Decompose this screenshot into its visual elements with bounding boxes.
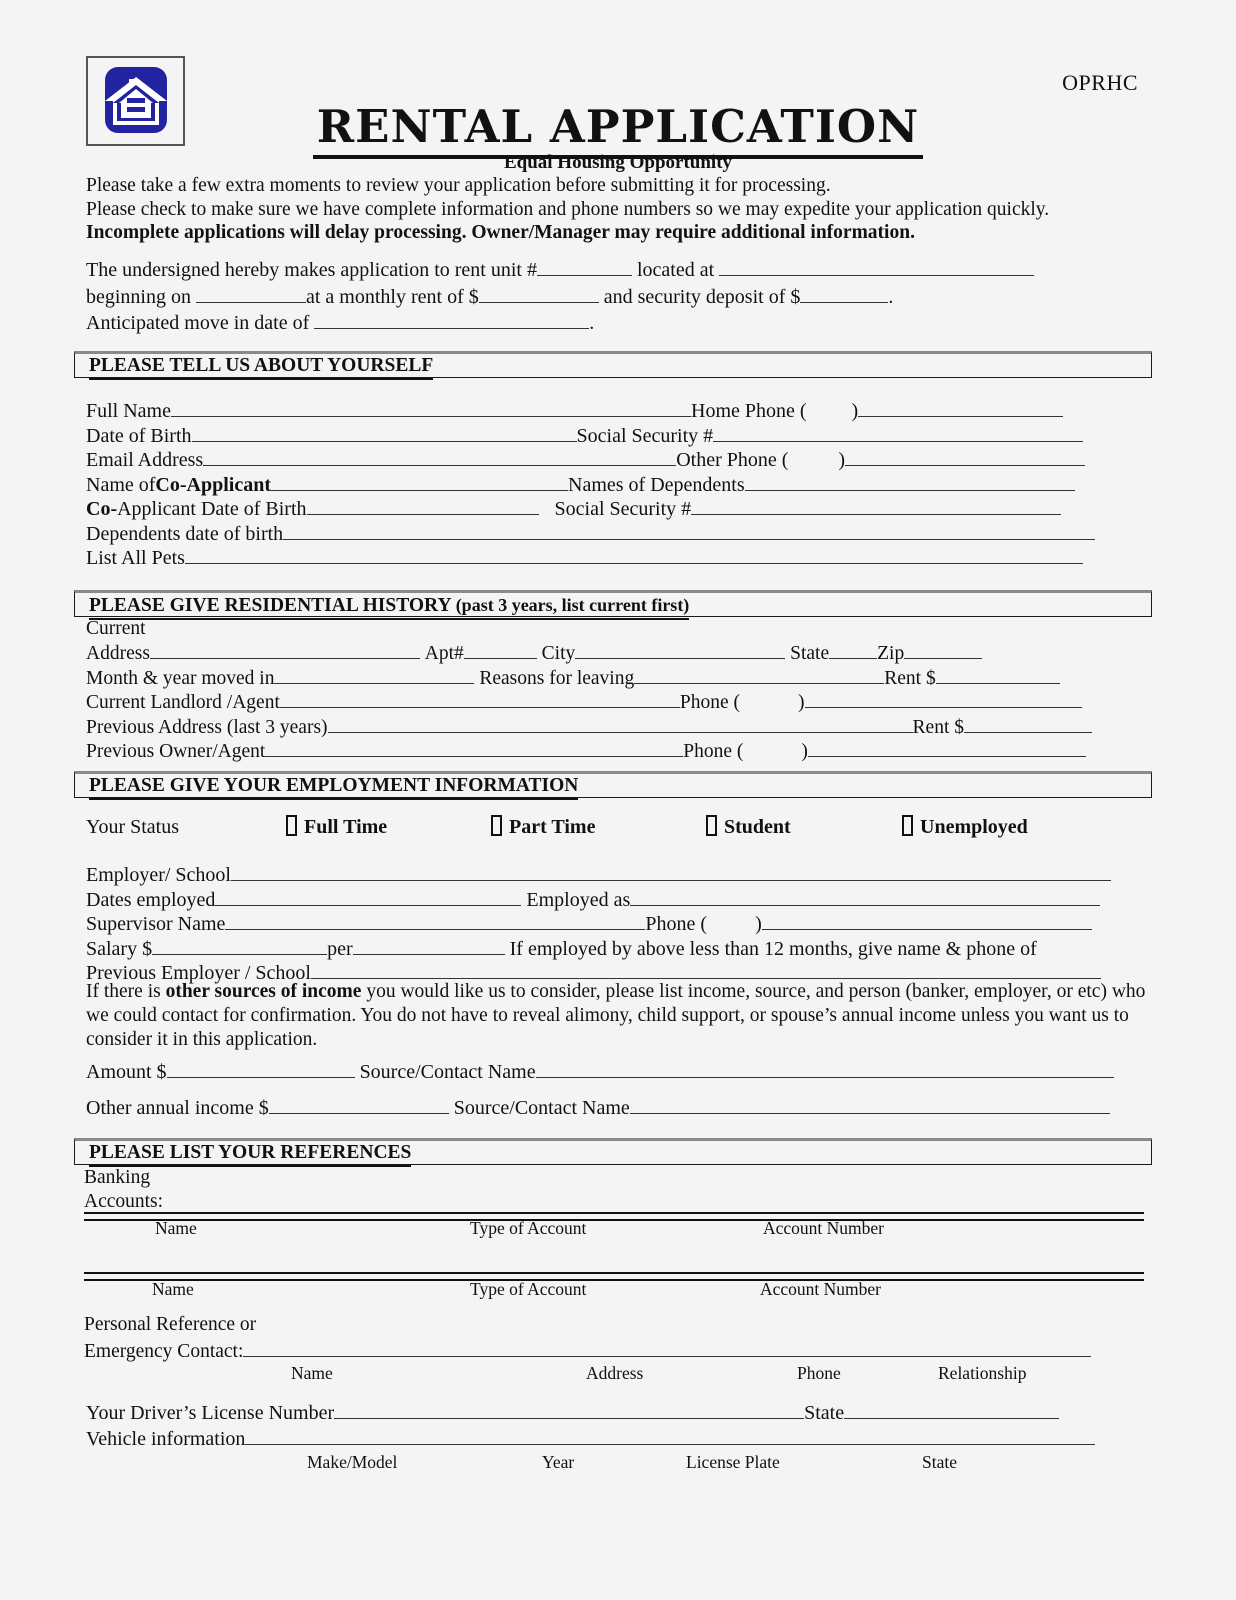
status-option-part-time-label: Part Time <box>509 816 596 838</box>
field-row-address <box>86 640 1092 665</box>
co-applicant-ssn-label: Social Security # <box>554 498 692 520</box>
co-applicant-name-input[interactable] <box>271 472 568 491</box>
per-label: per <box>327 937 353 960</box>
employment-status-row <box>86 815 1028 839</box>
source-contact-label: Source/Contact Name <box>359 1061 536 1083</box>
section-title-references: PLEASE LIST YOUR REFERENCES <box>89 1142 411 1167</box>
field-row-salary <box>86 936 1111 961</box>
ref-col-address: Address <box>586 1363 644 1383</box>
landlord-phone-area-input[interactable] <box>740 690 798 708</box>
field-row-full-name <box>86 398 1095 423</box>
move-in-date-label: Anticipated move in date of <box>86 312 310 334</box>
co-applicant-ssn-input[interactable] <box>691 496 1061 515</box>
co-applicant-dob-input[interactable] <box>307 496 539 515</box>
supervisor-phone-input[interactable] <box>762 911 1092 930</box>
bank-col-type-2: Type of Account <box>470 1279 587 1299</box>
status-option-part-time[interactable] <box>491 815 706 839</box>
supervisor-phone-label: Phone ( <box>645 913 708 935</box>
salary-label: Salary $ <box>86 937 153 960</box>
unit-label: The undersigned hereby makes application to rent unit # <box>86 259 537 281</box>
page-title: RENTAL APPLICATION <box>0 100 1236 153</box>
period-2: . <box>589 312 595 334</box>
banking-label: Banking <box>84 1167 151 1188</box>
state-label: State <box>790 643 830 664</box>
city-input[interactable] <box>575 640 785 659</box>
employment-fields <box>86 862 1111 985</box>
supervisor-input[interactable] <box>225 911 645 930</box>
rent-statement-line-3 <box>86 310 1146 337</box>
personal-reference-label: Personal Reference or <box>84 1314 257 1335</box>
current-label: Current <box>86 618 146 639</box>
vehicle-information-input[interactable] <box>245 1426 1095 1445</box>
property-address-blank[interactable] <box>719 257 1034 276</box>
field-row-moved-in <box>86 665 1092 690</box>
other-phone-label: Other Phone ( <box>676 449 789 471</box>
field-row-dob <box>86 423 1095 448</box>
apt-input[interactable] <box>464 640 537 659</box>
co-applicant-dob-label: Applicant Date of Birth <box>117 498 307 520</box>
bank-table-rule-top <box>84 1212 1144 1221</box>
drivers-license-input[interactable] <box>334 1400 804 1419</box>
move-in-date-blank[interactable] <box>314 310 589 329</box>
monthly-rent-label: at a monthly rent of $ <box>306 285 479 308</box>
dependents-names-label: Names of Dependents <box>568 473 745 496</box>
status-option-unemployed-label: Unemployed <box>920 816 1028 838</box>
city-label: City <box>541 643 576 664</box>
bank-table-rule-bottom <box>84 1272 1144 1281</box>
zip-label: Zip <box>877 643 905 664</box>
previous-owner-phone-area-input[interactable] <box>743 739 801 757</box>
source-contact-input[interactable] <box>536 1059 1114 1078</box>
field-row-previous-address <box>86 714 1092 739</box>
full-name-input[interactable] <box>171 398 691 417</box>
previous-rent-input[interactable] <box>964 714 1092 733</box>
zip-input[interactable] <box>904 640 982 659</box>
other-annual-income-input[interactable] <box>269 1095 449 1114</box>
residential-history-fields <box>86 618 1092 763</box>
other-annual-income-label: Other annual income $ <box>86 1097 269 1119</box>
section-header-residential-history <box>74 590 1152 617</box>
field-row-co-applicant-dob <box>86 496 1095 521</box>
page-subtitle: Equal Housing Opportunity <box>503 152 733 173</box>
other-income-fields <box>86 1059 1114 1120</box>
ssn-input[interactable] <box>713 423 1083 442</box>
intro-line-2: Please check to make sure we have complete information and phone numbers so we may expedite your application quickly. <box>86 198 1050 220</box>
dl-state-input[interactable] <box>844 1400 1059 1419</box>
landlord-phone-label: Phone ( <box>679 692 740 713</box>
per-period-input[interactable] <box>353 936 505 955</box>
supervisor-phone-area-input[interactable] <box>707 912 755 930</box>
security-deposit-label: and security deposit of $ <box>603 285 801 308</box>
field-row-dependents-dob <box>86 521 1095 546</box>
field-row-pets <box>86 545 1095 570</box>
field-row-employer <box>86 862 1111 887</box>
beginning-on-label: beginning on <box>86 285 191 308</box>
moved-in-label: Month & year moved in <box>86 667 275 689</box>
landlord-phone-input[interactable] <box>805 689 1082 708</box>
employer-input[interactable] <box>231 862 1111 881</box>
landlord-label: Current Landlord /Agent <box>86 692 280 713</box>
previous-owner-label: Previous Owner/Agent <box>86 741 266 762</box>
other-income-line-2: who we could contact for confirmation. You do not have to reveal alimony, child support, or spouse’s annual income unless you <box>86 981 1146 1026</box>
status-option-student-label: Student <box>724 816 791 838</box>
intro-paragraph <box>86 174 1146 245</box>
ssn-label: Social Security # <box>576 424 714 447</box>
landlord-phone-paren: ) <box>798 692 805 713</box>
emergency-contact-row <box>84 1338 1091 1365</box>
ref-col-phone: Phone <box>797 1363 841 1383</box>
rent-statement-line-1 <box>86 257 1146 284</box>
field-row-email <box>86 447 1095 472</box>
rent-input[interactable] <box>936 665 1060 684</box>
bank-col-type-1: Type of Account <box>470 1218 587 1238</box>
bank-col-name-1: Name <box>155 1218 197 1238</box>
rent-label: Rent $ <box>884 667 936 689</box>
field-row-dates-employed <box>86 887 1111 912</box>
co-applicant-strong: Co-Applicant <box>155 473 271 496</box>
banking-accounts-label-block <box>84 1166 163 1213</box>
previous-owner-phone-label: Phone ( <box>683 741 744 762</box>
section-header-about-you <box>74 351 1152 378</box>
email-label: Email Address <box>86 449 204 471</box>
field-row-previous-owner <box>86 738 1092 763</box>
dl-state-label: State <box>804 1402 845 1424</box>
apt-label: Apt# <box>424 643 464 664</box>
previous-employer-input[interactable] <box>311 960 1101 979</box>
date-of-birth-input[interactable] <box>192 423 577 442</box>
other-phone-area-input[interactable] <box>788 448 838 466</box>
status-option-full-time[interactable] <box>286 815 491 839</box>
employed-as-label: Employed as <box>526 888 631 911</box>
dates-employed-label: Dates employed <box>86 888 216 911</box>
previous-rent-label: Rent $ <box>912 716 965 738</box>
located-at-label: located at <box>636 259 715 281</box>
address-label: Address <box>86 643 150 664</box>
name-of-label: Name of <box>86 473 156 496</box>
other-phone-paren: ) <box>838 449 846 471</box>
pets-input[interactable] <box>185 545 1083 564</box>
other-income-line-3: want us to consider it in this application. <box>86 1005 1129 1050</box>
field-row-amount <box>86 1059 1114 1095</box>
previous-address-input[interactable] <box>328 714 913 733</box>
dependents-dob-label: Dependents date of birth <box>86 522 284 545</box>
field-row-co-applicant-name <box>86 472 1095 497</box>
residential-history-title-text: PLEASE GIVE RESIDENTIAL HISTORY <box>89 595 451 616</box>
address-input[interactable] <box>150 640 420 659</box>
landlord-input[interactable] <box>280 689 680 708</box>
source-contact-label-2: Source/Contact Name <box>453 1097 630 1119</box>
amount-label: Amount $ <box>86 1061 167 1083</box>
less-than-12-months-note: If employed by above less than 12 months, give name & phone of <box>509 937 1037 960</box>
bank-col-number-2: Account Number <box>760 1279 882 1299</box>
amount-input[interactable] <box>167 1059 355 1078</box>
state-input[interactable] <box>829 640 877 659</box>
reasons-leaving-label: Reasons for leaving <box>479 667 635 689</box>
field-row-vehicle-information <box>86 1426 1095 1452</box>
personal-reference-block <box>84 1312 1091 1365</box>
moved-in-input[interactable] <box>274 665 474 684</box>
section-title-employment: PLEASE GIVE YOUR EMPLOYMENT INFORMATION <box>89 775 578 800</box>
salary-input[interactable] <box>152 936 327 955</box>
home-phone-input[interactable] <box>858 398 1063 417</box>
home-phone-label: Home Phone ( <box>691 400 807 422</box>
full-name-label: Full Name <box>86 400 171 422</box>
field-row-other-annual-income <box>86 1095 1114 1120</box>
drivers-license-label: Your Driver’s License Number <box>86 1402 335 1424</box>
email-input[interactable] <box>203 447 676 466</box>
other-income-text-c: you would like us to consider, please list income, source, and person (banker, employer, or etc) <box>361 981 1107 1002</box>
rent-statement <box>86 257 1146 337</box>
veh-col-state: State <box>922 1452 957 1472</box>
section-header-references <box>74 1138 1152 1165</box>
monthly-rent-blank[interactable] <box>479 284 599 303</box>
checkbox-unemployed-icon[interactable] <box>902 815 913 836</box>
employed-as-input[interactable] <box>630 887 1100 906</box>
date-of-birth-label: Date of Birth <box>86 424 192 447</box>
dependents-dob-input[interactable] <box>283 521 1095 540</box>
checkbox-full-time-icon[interactable] <box>286 815 297 836</box>
unit-number-blank[interactable] <box>537 257 632 276</box>
home-phone-paren: ) <box>851 400 859 422</box>
vehicle-information-label: Vehicle information <box>86 1428 246 1450</box>
intro-line-3: Incomplete applications will delay processing. Owner/Manager may require additional information. <box>86 222 915 243</box>
security-deposit-blank[interactable] <box>800 284 888 303</box>
intro-line-1: Please take a few extra moments to review your application before submitting it for processing. <box>86 175 831 196</box>
co-prefix: Co- <box>86 498 118 520</box>
other-phone-input[interactable] <box>845 447 1085 466</box>
section-title-residential-history <box>89 594 689 620</box>
other-income-text-a: If there is <box>86 981 166 1002</box>
employer-label: Employer/ School <box>86 864 231 886</box>
status-option-unemployed[interactable] <box>902 815 1028 839</box>
previous-owner-phone-paren: ) <box>801 741 808 762</box>
lease-start-blank[interactable] <box>196 284 306 303</box>
field-row-current-label <box>86 618 1092 640</box>
period-1: . <box>888 285 894 308</box>
rent-statement-line-2 <box>86 284 1146 311</box>
pets-label: List All Pets <box>86 547 185 569</box>
emergency-contact-input[interactable] <box>243 1338 1091 1357</box>
residential-history-note: (past 3 years, list current first) <box>455 595 690 615</box>
checkbox-part-time-icon[interactable] <box>491 815 502 836</box>
status-option-full-time-label: Full Time <box>304 816 388 838</box>
ref-col-name: Name <box>291 1363 333 1383</box>
section-header-employment <box>74 771 1152 798</box>
checkbox-student-icon[interactable] <box>706 815 717 836</box>
veh-col-year: Year <box>542 1452 575 1472</box>
other-income-strong: other sources of income <box>165 981 362 1002</box>
veh-col-license-plate: License Plate <box>686 1452 780 1472</box>
reasons-leaving-input[interactable] <box>634 665 884 684</box>
home-phone-area-input[interactable] <box>807 399 852 417</box>
your-status-label: Your Status <box>86 816 179 838</box>
ref-col-relationship: Relationship <box>938 1363 1027 1383</box>
previous-owner-phone-input[interactable] <box>808 738 1086 757</box>
supervisor-label: Supervisor Name <box>86 913 226 935</box>
section-title-about-you: PLEASE TELL US ABOUT YOURSELF <box>89 355 433 380</box>
field-row-drivers-license <box>86 1400 1095 1426</box>
previous-address-label: Previous Address (last 3 years) <box>86 716 328 738</box>
other-income-paragraph <box>86 980 1148 1052</box>
bank-col-number-1: Account Number <box>763 1218 885 1238</box>
field-row-landlord <box>86 689 1092 714</box>
bank-col-name-2: Name <box>152 1279 194 1299</box>
emergency-contact-label: Emergency Contact: <box>84 1341 244 1362</box>
source-contact-input-2[interactable] <box>630 1095 1110 1114</box>
dependents-names-input[interactable] <box>745 472 1075 491</box>
accounts-label: Accounts: <box>84 1190 164 1212</box>
dates-employed-input[interactable] <box>215 887 521 906</box>
about-you-fields <box>86 398 1095 570</box>
previous-employer-label: Previous Employer / School <box>86 962 311 984</box>
supervisor-phone-paren: ) <box>755 913 762 935</box>
status-option-student[interactable] <box>706 815 902 839</box>
vehicle-block <box>86 1400 1095 1452</box>
org-code: OPRHC <box>1062 70 1138 95</box>
previous-owner-input[interactable] <box>265 738 683 757</box>
veh-col-make-model: Make/Model <box>307 1452 398 1472</box>
field-row-supervisor <box>86 911 1111 936</box>
